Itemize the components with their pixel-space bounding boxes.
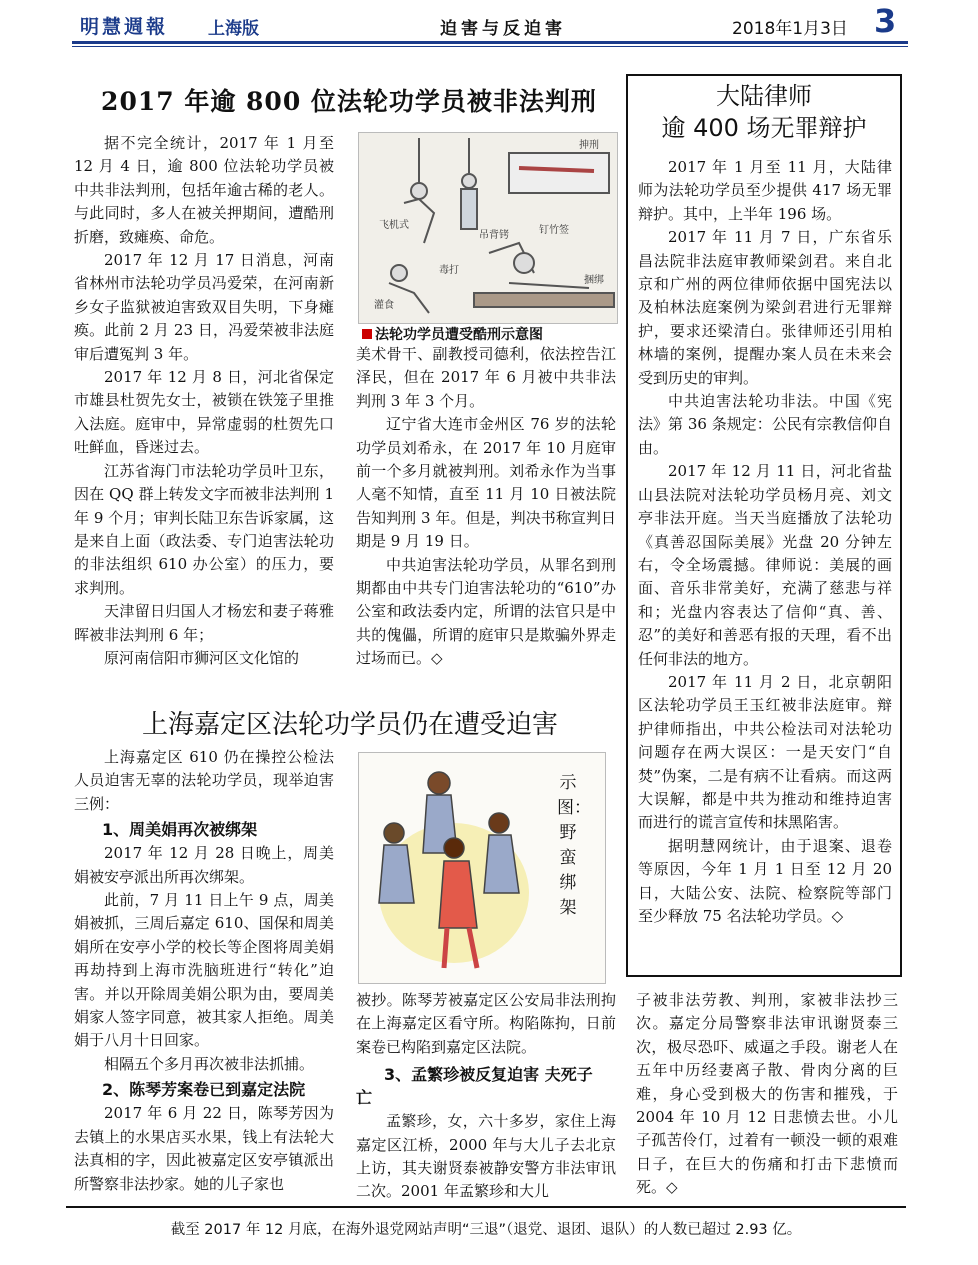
paragraph: 原河南信阳市狮河区文化馆的 [104,648,300,667]
edition: 上海版 [208,19,259,39]
illustration-caption [362,324,543,344]
sidebar-title-line1: 大陆律师 [716,82,812,110]
article2-col1 [74,746,334,1196]
subheading: 2、陈琴芳案卷已到嘉定法院 [102,1080,306,1100]
subheading: 1、周美娟再次被绑架 [102,820,258,840]
masthead: 明慧週報 [80,16,169,38]
article1-col2 [356,343,616,671]
footer-rule [66,1206,906,1208]
image-label: 钉竹签 [539,225,569,236]
footer-text: 截至 2017 年 12 月底，在海外退党网站声明“三退”（退党、退团、退队）的人数已超过 2.93 亿。 [170,1222,802,1238]
sidebar-title [628,80,900,144]
paragraph: 2017 年 12 月 17 日消息，河南省林州市法轮功学员冯爱荣，在河南新乡女子监狱被迫害致双目失明，下身瘫痪。此前 2 月 23 日，冯爱荣被非法庭审后遭冤判 3 年。 [74,251,334,363]
subheading-line: 亡 [356,1088,373,1108]
paragraph: 孟繁珍，女，六十多岁，家住上海嘉定区江桥，2000 年与大儿子去北京上访，其夫谢贤泰被静安警方非法审讯二次。2001 年孟繁珍和大儿 [356,1112,616,1201]
paragraph: 2017 年 11 月 7 日，广东省乐昌法院非法庭审教师梁剑君。来自北京和广州的两位律师依据中国宪法以及柏林法庭案例为梁剑君进行无罪辩护，要求还梁清白。张律师还引用柏林墙的案例，提醒办案人员在未来会受到历史的审判。 [638,228,892,387]
sidebar-body [638,156,892,928]
article2-col2 [356,989,616,1204]
caption-text: 法轮功学员遭受酷刑示意图 [375,327,543,343]
paragraph: 江苏省海门市法轮功学员叶卫东，因在 QQ 群上转发文字而被非法判刑 1 年 9 个月；审判长陆卫东告诉家属，这是来自上面（政法委、专门迫害法轮功的非法组织 610 办公室）的压力，要求判刑。 [74,461,334,597]
paragraph: 天津留日归国人才杨宏和妻子蒋雅晖被非法判刑 6 年； [74,602,334,644]
subheading-line: 3、孟繁珍被反复迫害 夫死子 [384,1065,593,1085]
header-rule-thin [72,46,908,47]
paragraph: 中共迫害法轮功非法。中国《宪法》第 36 条规定：公民有宗教信仰自由。 [638,392,892,457]
issue-date: 2018年1月3日 [732,19,848,39]
paragraph: 2017 年 11 月 2 日，北京朝阳区法轮功学员王玉红被非法庭审。辩护律师指出，中共公检法司对法轮功问题存在两大误区：一是天安门“自焚”伪案，二是有病不让看病。而这两大误解，都是中共为推动和维持迫害而进行的谎言宣传和抹黑陷害。 [638,672,892,832]
article1-title: 2017 年逾 800 位法轮功学员被非法判刑 [101,87,597,116]
sidebar-title-line2: 逾 400 场无罪辩护 [661,114,867,142]
image-label: 抻刑 [579,140,599,151]
paragraph: 2017 年 6 月 22 日，陈琴芳因为去镇上的水果店买水果，钱上有法轮大法真相的字，因此被嘉定区安亭镇派出所警察非法抄家。她的儿子家也 [74,1104,334,1193]
paragraph: 此前，7 月 11 日上午 9 点，周美娟被抓，三周后嘉定 610、国保和周美娟所在安亭小学的校长等企图将周美娟再劫持到上海市洗脑班进行“转化”迫害。并以开除周美娟公职为由，要周美娟家人签字同意，被其家人拒绝。周美娟于八月十日回家。 [74,891,334,1050]
paragraph: 据明慧网统计，由于退案、退卷等原因，今年 1 月 1 日至 12 月 20 日，大陆公安、法院、检察院等部门至少释放 75 名法轮功学员。◇ [638,836,892,925]
paragraph: 子被非法劳教、判刑，家被非法抄三次。嘉定分局警察非法审讯谢贤泰三次，极尽恐吓、威逼之手段。谢老人在五年中历经妻离子散、骨肉分离的巨难，身心受到极大的伤害和摧残，于 2004 年 10 月 12 日悲愤去世。小儿子孤苦伶仃，过着有一顿没一顿的艰难日子，在巨大的伤痛和打击下悲愤而死。◇ [636,991,898,1197]
image-label: 捆绑 [584,275,604,286]
article2-title: 上海嘉定区法轮功学员仍在遭受迫害 [141,710,558,740]
paragraph: 2017 年 1 月至 11 月，大陆律师为法轮功学员至少提供 417 场无罪辩护。其中，上半年 196 场。 [638,158,892,223]
article1-col1 [74,132,334,670]
paragraph: 美术骨干、副教授司德利，依法控告江泽民，但在 2017 年 6 月被中共非法判刑 3 年 3 个月。 [356,345,616,410]
paragraph: 上海嘉定区 610 仍在操控公检法人员迫害无辜的法轮功学员，现举迫害三例： [74,748,334,813]
subheading [356,1063,616,1109]
paragraph: 2017 年 12 月 28 日晚上，周美娟被安亭派出所再次绑架。 [74,844,334,886]
image-label: 飞机式 [379,220,409,231]
article2-col3 [636,989,898,1200]
image-label: 吊背铐 [479,230,509,241]
section-title: 迫害与反迫害 [440,19,566,39]
paragraph: 相隔五个多月再次被非法抓捕。 [104,1054,315,1073]
torture-illustration [358,132,618,324]
header-rule [72,41,908,44]
image-label: 灌食 [374,300,394,311]
abduction-illustration [358,752,606,984]
paragraph: 2017 年 12 月 8 日，河北省保定市雄县杜贺先女士，被锁在铁笼子里推入法庭。庭审中，异常虚弱的杜贺先口吐鲜血，昏迷过去。 [74,368,334,457]
caption-marker [362,329,372,339]
paragraph: 被抄。陈琴芳被嘉定区公安局非法刑拘在上海嘉定区看守所。构陷陈拘，日前案卷已构陷到嘉定区法院。 [356,991,616,1056]
paragraph: 2017 年 12 月 11 日，河北省盐山县法院对法轮功学员杨月亮、刘文亭非法开庭。当天当庭播放了法轮功《真善忍国际美展》光盘 20 分钟左右，令全场震撼。律师说：美展的画面、音乐非常美好，充满了慈悲与祥和；光盘内容表达了信仰“真、善、忍”的美好和善恶有报的天理，看不出任何非法的地方。 [638,462,892,668]
paragraph: 辽宁省大连市金州区 76 岁的法轮功学员刘希永，在 2017 年 10 月庭审前一个多月就被判刑。刘希永作为当事人毫不知情，直至 11 月 10 日被法院告知判刑 3 年。但是，判决书称宣判日期是 9 月 19 日。 [356,415,616,551]
abduction-caption: 示图：野蛮绑架 [557,773,591,918]
paragraph: 据不完全统计，2017 年 1 月至 12 月 4 日，逾 800 位法轮功学员被中共非法判刑，包括年逾古稀的老人。与此同时，多人在被关押期间，遭酷刑折磨，致瘫痪、命危。 [74,134,334,246]
paragraph: 中共迫害法轮功学员，从罪名到刑期都由中共专门迫害法轮功的“610”办公室和政法委内定，所谓的法官只是中共的傀儡，所谓的庭审只是欺骗外界走过场而已。◇ [356,555,616,668]
image-label: 毒打 [439,265,459,276]
page-number: 3 [874,2,897,40]
